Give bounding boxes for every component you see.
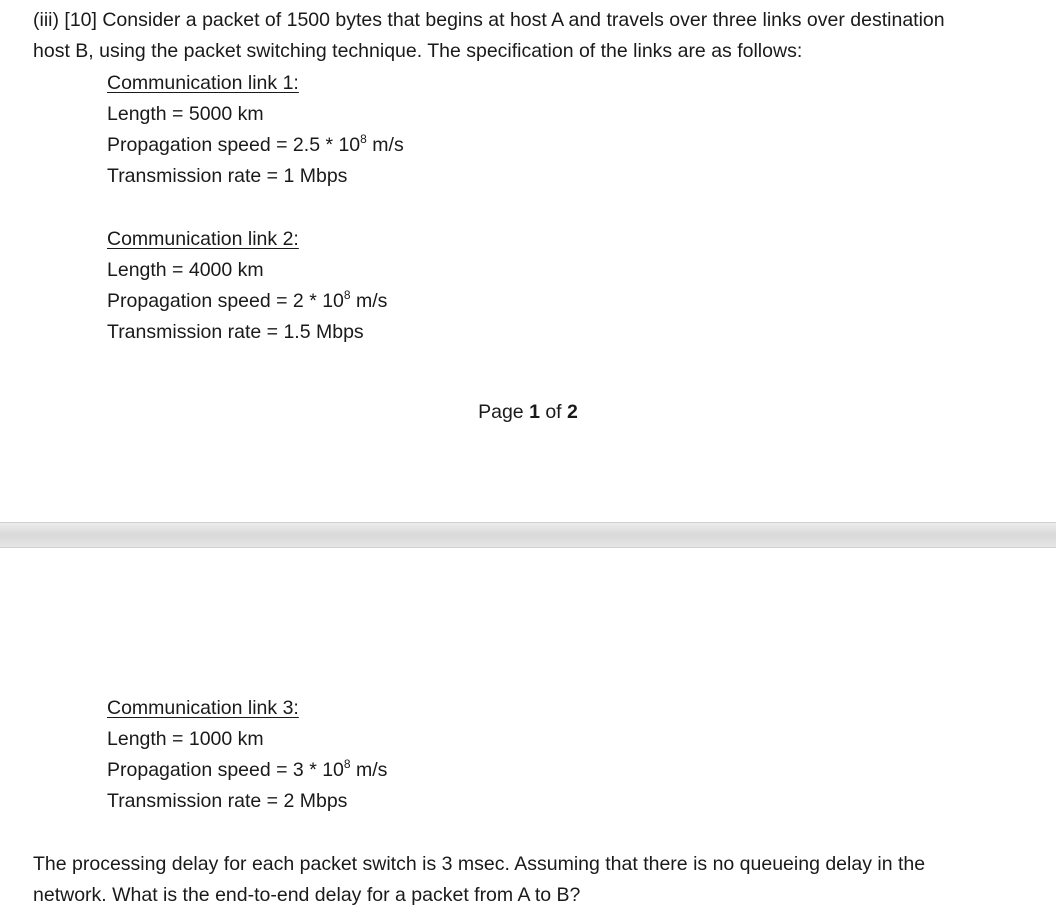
link1-speed-suffix: m/s (366, 134, 404, 156)
footer-total-pages: 2 (567, 401, 578, 423)
link2-speed-prefix: Propagation speed = 2 * 10 (107, 290, 344, 312)
link1-speed (107, 133, 404, 157)
link3-speed-suffix: m/s (350, 759, 388, 781)
link2-speed-exponent: 8 (343, 288, 351, 302)
link1-rate: Transmission rate = 1 Mbps (107, 165, 348, 187)
link2-speed (107, 289, 387, 313)
link3-speed-prefix: Propagation speed = 3 * 10 (107, 759, 344, 781)
page-number-footer (0, 400, 1056, 424)
link2-length: Length = 4000 km (107, 259, 264, 281)
link2-speed-suffix: m/s (350, 290, 388, 312)
question-text-line-1: (iii) [10] Consider a packet of 1500 bytes that begins at host A and travels over three links over destination (33, 9, 945, 31)
link3-speed (107, 758, 387, 782)
link3-length: Length = 1000 km (107, 728, 264, 750)
footer-page-word: Page (478, 401, 530, 423)
document-page-2 (0, 548, 1056, 923)
link3-speed-exponent: 8 (343, 757, 351, 771)
closing-text-line-2: network. What is the end-to-end delay for a packet from A to B? (33, 884, 581, 906)
footer-current-page: 1 (529, 401, 540, 423)
closing-text-line-1: The processing delay for each packet switch is 3 msec. Assuming that there is no queueing delay in the (33, 853, 926, 875)
link1-length: Length = 5000 km (107, 103, 264, 125)
link1-speed-exponent: 8 (360, 132, 367, 146)
link3-heading: Communication link 3: (107, 697, 299, 719)
link2-rate: Transmission rate = 1.5 Mbps (107, 321, 364, 343)
link3-rate: Transmission rate = 2 Mbps (107, 790, 348, 812)
link2-heading: Communication link 2: (107, 228, 299, 250)
link1-heading: Communication link 1: (107, 72, 299, 94)
footer-of-word: of (539, 401, 568, 423)
question-text-line-2: host B, using the packet switching technique. The specification of the links are as follows: (33, 40, 803, 62)
link1-speed-prefix: Propagation speed = 2.5 * 10 (107, 134, 361, 156)
page-separator (0, 522, 1056, 548)
